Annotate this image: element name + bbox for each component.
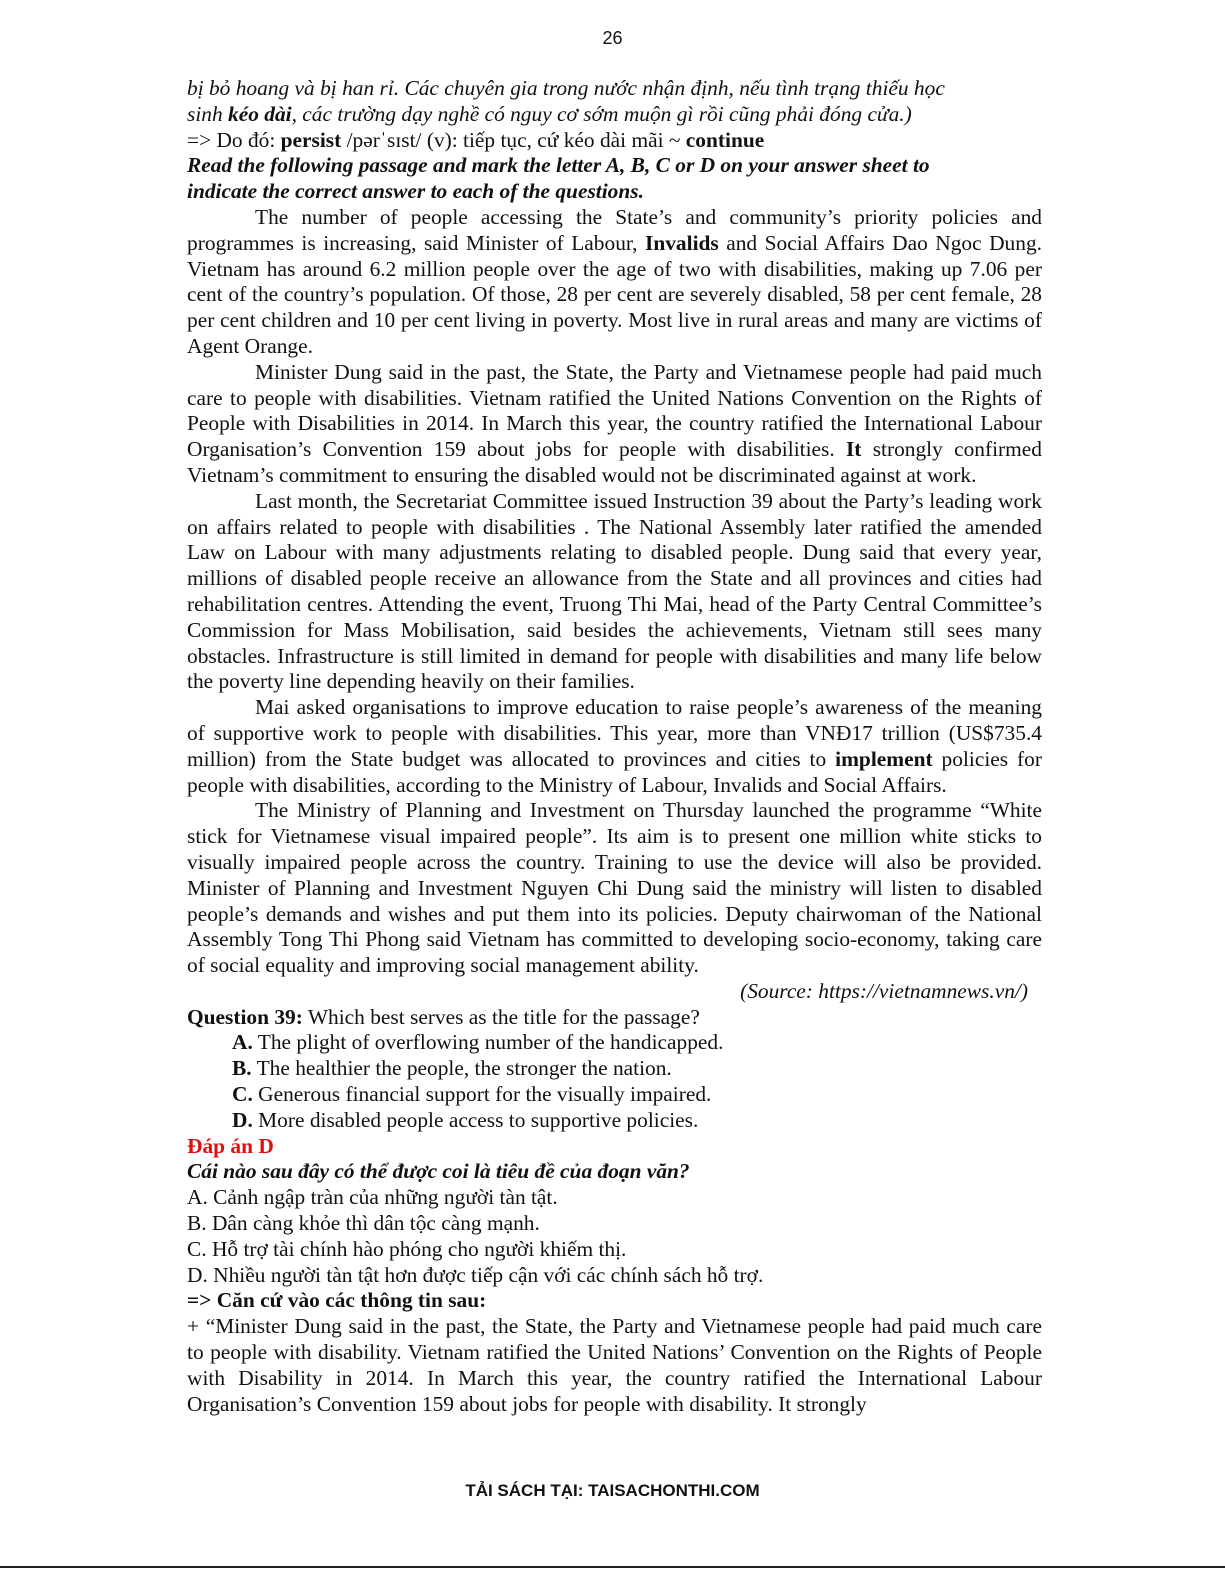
option-b (187, 1056, 1042, 1082)
option-letter: C. (232, 1082, 253, 1107)
translation-option-b: B. Dân càng khỏe thì dân tộc càng mạnh. (187, 1211, 540, 1236)
passage-text: and Social Affairs Dao Ngoc Dung. Vietnam has around 6.2 million people over the age of two with disabilities, making up 7.06 per cent of the country’s population. Of those, 28 per cent are severely disabled, 58 per cent female, 28 per cent children and 10 per cent living in poverty. Most live in rural areas and many are victims of Agent Orange. (187, 230, 1042, 358)
intro-text: => Do đó: (187, 127, 281, 152)
instruction-line-1: Read the following passage and mark the letter A, B, C or D on your answer sheet to (187, 153, 930, 178)
instruction-line-2: indicate the correct answer to each of the questions. (187, 179, 644, 204)
passage-text: policies for people with disabilities, according to the Ministry of Labour, Invalids and Social Affairs. (187, 746, 1042, 797)
page-number: 26 (602, 28, 623, 48)
passage-text: The number of people accessing the State’s and community’s priority policies and programmes is increasing, said Minister of Labour, (187, 204, 1042, 255)
question-text: Which best serves as the title for the passage? (302, 1004, 700, 1029)
translation-option-c: C. Hỗ trợ tài chính hào phóng cho người khiếm thị. (187, 1236, 627, 1261)
translation-option-d: D. Nhiều người tàn tật hơn được tiếp cận với các chính sách hỗ trợ. (187, 1262, 764, 1287)
basis-heading: => Căn cứ vào các thông tin sau: (187, 1288, 487, 1313)
option-c (187, 1082, 1042, 1108)
option-text: Generous financial support for the visually impaired. (252, 1082, 712, 1107)
translation-option-a: A. Cảnh ngập tràn của những người tàn tật. (187, 1185, 558, 1210)
vocab-word: persist (280, 127, 342, 152)
passage-paragraph-4 (187, 695, 1042, 798)
passage-bold-word: Invalids (645, 230, 719, 255)
vocab-definition: /pərˈsɪst/ (v): tiếp tục, cứ kéo dài mãi ~ (341, 127, 686, 152)
passage-text: strongly confirmed Vietnam’s commitment to ensuring the disabled would not be discriminated against at work. (187, 437, 1042, 487)
option-text: More disabled people access to supportive policies. (252, 1107, 699, 1132)
footer-download-link: TẢI SÁCH TẠI: TAISACHONTHI.COM (465, 1481, 760, 1500)
option-a (187, 1030, 1042, 1056)
passage-paragraph-2 (187, 360, 1042, 489)
passage-bold-word: implement (835, 746, 933, 771)
option-text: The plight of overflowing number of the handicapped. (252, 1030, 724, 1055)
option-letter: A. (232, 1030, 253, 1055)
option-letter: B. (232, 1056, 252, 1081)
answer-label: Đáp án D (187, 1133, 274, 1158)
bottom-divider (0, 1566, 1225, 1568)
option-d (187, 1108, 1042, 1134)
question-stem (187, 1005, 1042, 1031)
passage-paragraph-3: Last month, the Secretariat Committee issued Instruction 39 about the Party’s leading work on affairs related to people with disabilities . The National Assembly later ratified the amended Law on Labour with many adjustments relating to disabled people. Dung said that every year, millions of disabled people receive an allowance from the State and all provinces and cities had rehabilitation centres. Attending the event, Truong Thi Mai, head of the Party Central Committee’s Commission for Mass Mobilisation, said besides the achievements, Vietnam still sees many obstacles. Infrastructure is still limited in demand for people with disabilities and many life below the poverty line depending heavily on their families. (187, 488, 1042, 694)
intro-line-3 (187, 128, 1042, 154)
intro-bold-phrase: kéo dài (228, 101, 292, 126)
passage-text: Mai asked organisations to improve education to raise people’s awareness of the meaning of supportive work to people with disabilities. This year, more than VNĐ17 trillion (US$735.4 million) from the State budget was allocated to provinces and cities to (187, 695, 1042, 771)
option-text: The healthier the people, the stronger the nation. (251, 1056, 672, 1081)
vocab-synonym: continue (685, 127, 765, 152)
passage-bold-word: It (845, 437, 862, 462)
basis-quote: + “Minister Dung said in the past, the State, the Party and Vietnamese people had paid much care to people with disability. Vietnam ratified the United Nations’ Convention on the Rights of People with Disability in 2014. In March this year, the country ratified the International Labour Organisation’s Convention 159 about jobs for people with disability. It strongly (187, 1314, 1042, 1416)
passage-text: Minister Dung said in the past, the State, the Party and Vietnamese people had paid much care to people with disabilities. Vietnam ratified the United Nations Convention on the Rights of People with Disabilities in 2014. In March this year, the country ratified the International Labour Organisation’s Convention 159 about jobs for people with disabilities. (187, 359, 1042, 462)
intro-text: sinh (187, 101, 229, 126)
question-label: Question 39: (187, 1004, 303, 1029)
passage-paragraph-1 (187, 205, 1042, 360)
option-letter: D. (232, 1107, 253, 1132)
passage-paragraph-5: The Ministry of Planning and Investment on Thursday launched the programme “White stick for Vietnamese visual impaired people”. Its aim is to present one million white sticks to visually impaired people across the country. Training to use the device will also be provided. Minister of Planning and Investment Nguyen Chi Dung said the ministry will listen to disabled people’s demands and wishes and put them into its policies. Deputy chairwoman of the National Assembly Tong Thi Phong said Vietnam has committed to developing socio-economy, taking care of social equality and improving social management ability. (187, 798, 1042, 978)
page-content (187, 76, 1042, 1417)
intro-text: , các trường dạy nghề có nguy cơ sớm muộn gì rồi cũng phải đóng cửa.) (291, 101, 912, 126)
intro-line-1: bị bỏ hoang và bị han rỉ. Các chuyên gia trong nước nhận định, nếu tình trạng thiếu học (187, 76, 945, 100)
intro-line-2 (187, 102, 1042, 128)
passage-source: (Source: https://vietnamnews.vn/) (740, 978, 1028, 1003)
translation-question: Cái nào sau đây có thể được coi là tiêu đề của đoạn văn? (187, 1159, 690, 1184)
